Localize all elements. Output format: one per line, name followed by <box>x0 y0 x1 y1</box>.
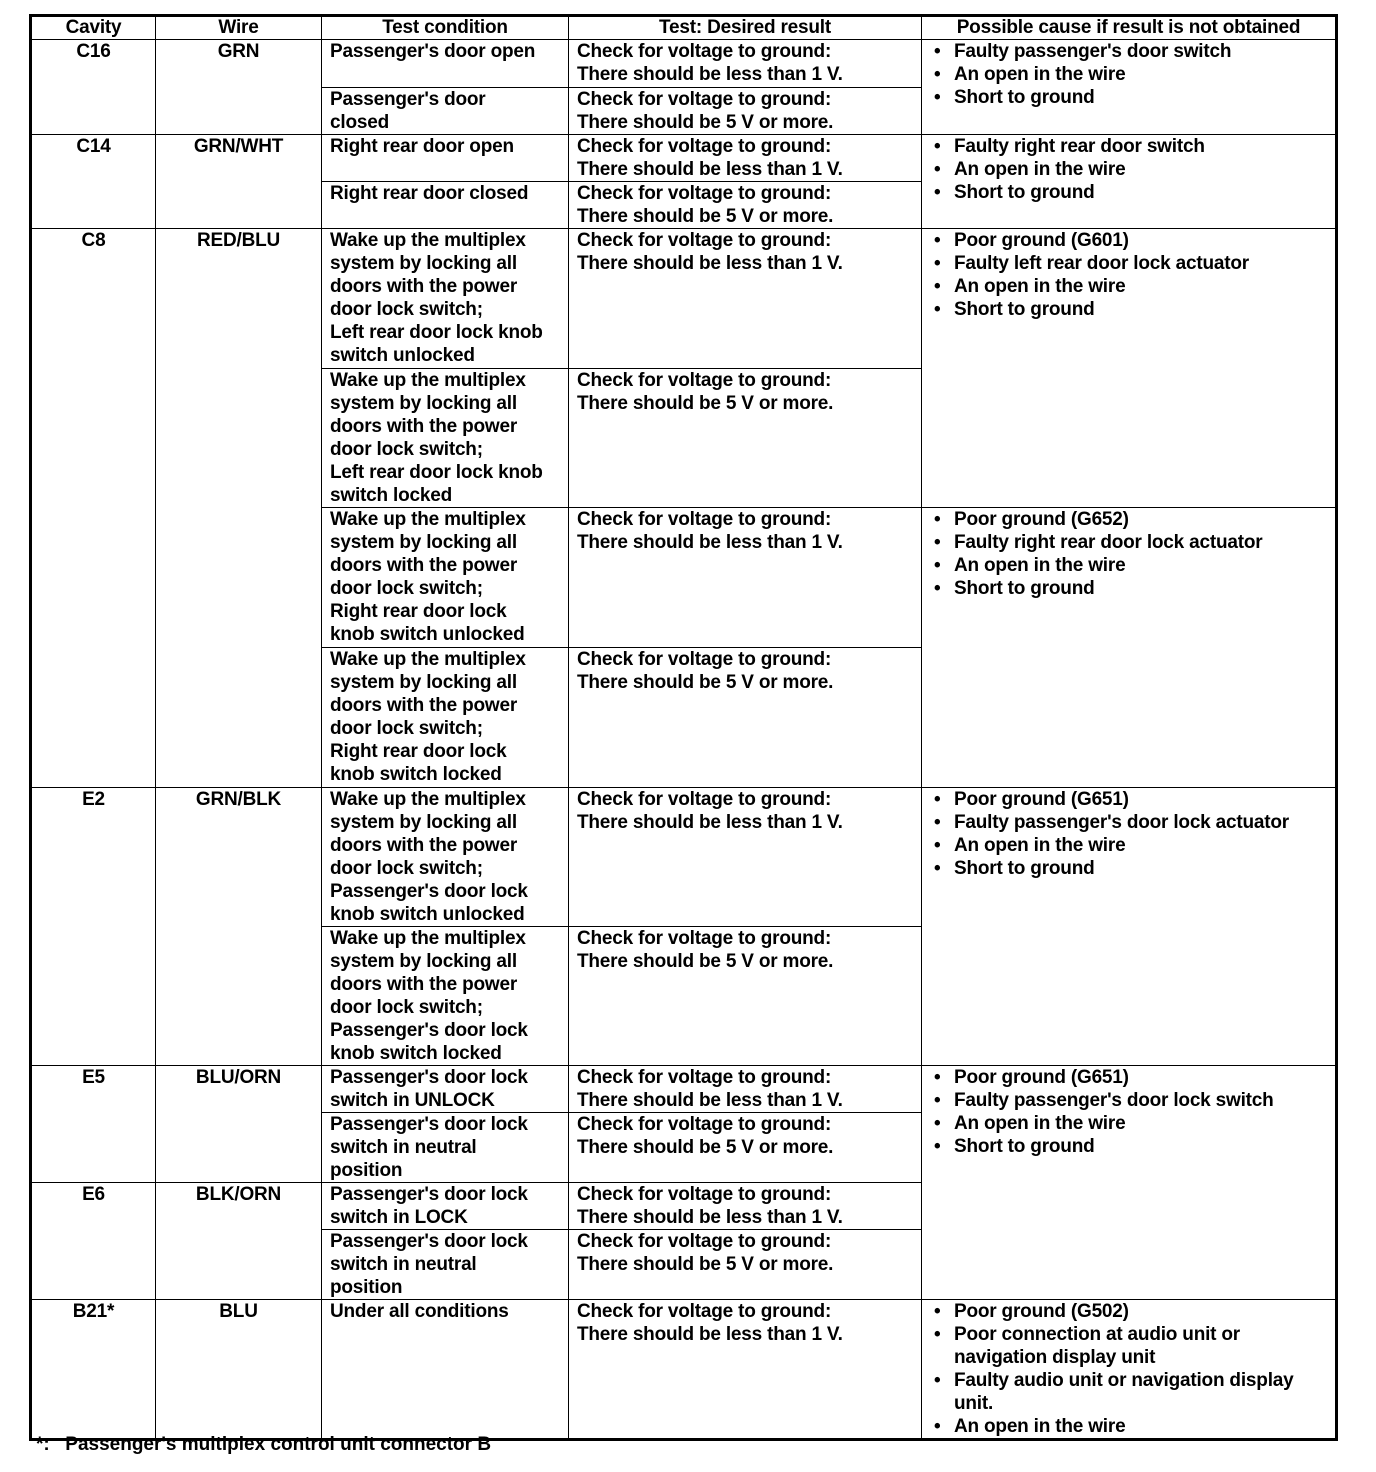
cause-item <box>934 577 1327 600</box>
cavity-cell: C16 <box>31 40 156 135</box>
cause-item <box>934 229 1327 252</box>
condition-line: switch locked <box>330 485 452 506</box>
cause-text <box>954 554 1125 577</box>
cause-line: Short to ground <box>954 87 1095 108</box>
result-line: Check for voltage to ground: <box>577 230 832 251</box>
condition-line: doors with the power <box>330 695 518 716</box>
header-test-condition: Test condition <box>322 16 569 40</box>
bullet-icon: • <box>934 159 941 180</box>
cause-text <box>954 1415 1125 1438</box>
footnote-marker: *: <box>36 1434 50 1455</box>
cause-text <box>954 298 1095 321</box>
cause-item <box>934 554 1327 577</box>
bullet-icon: • <box>934 87 941 108</box>
cause-line: Faulty passenger's door switch <box>954 41 1232 62</box>
condition-line: Passenger's door lock <box>330 1184 528 1205</box>
condition-line: Passenger's door lock <box>330 1114 528 1135</box>
cause-line: Poor ground (G651) <box>954 1067 1129 1088</box>
cause-text <box>954 275 1125 298</box>
test-condition-cell <box>322 648 569 788</box>
test-condition-cell <box>322 1113 569 1183</box>
cause-text <box>954 63 1125 86</box>
cause-line: An open in the wire <box>954 159 1126 180</box>
result-line: Check for voltage to ground: <box>577 1231 832 1252</box>
result-line: Check for voltage to ground: <box>577 136 832 157</box>
result-line: There should be 5 V or more. <box>577 206 834 227</box>
bullet-icon: • <box>934 578 941 599</box>
cause-text <box>954 811 1289 834</box>
result-line: There should be less than 1 V. <box>577 1207 843 1228</box>
cause-item <box>934 252 1327 275</box>
cause-line: Faulty right rear door lock actuator <box>954 532 1263 553</box>
result-line: Check for voltage to ground: <box>577 41 832 62</box>
cause-item <box>934 857 1327 880</box>
bullet-icon: • <box>934 1301 941 1322</box>
result-line: Check for voltage to ground: <box>577 509 832 530</box>
possible-cause-cell <box>922 788 1337 1066</box>
bullet-icon: • <box>934 835 941 856</box>
bullet-icon: • <box>934 1136 941 1157</box>
condition-line: doors with the power <box>330 416 518 437</box>
cause-line: An open in the wire <box>954 276 1126 297</box>
result-line: There should be less than 1 V. <box>577 812 843 833</box>
possible-cause-cell <box>922 1300 1337 1440</box>
cause-line: Faulty left rear door lock actuator <box>954 253 1249 274</box>
cause-line: Short to ground <box>954 182 1095 203</box>
desired-result-cell <box>569 1113 922 1183</box>
cause-line: Poor ground (G502) <box>954 1301 1129 1322</box>
cause-item <box>934 181 1327 204</box>
cause-line: Faulty passenger's door lock switch <box>954 1090 1274 1111</box>
cause-text <box>954 1066 1129 1089</box>
cause-item <box>934 1300 1327 1323</box>
condition-line: knob switch unlocked <box>330 624 525 645</box>
cause-line: Poor ground (G601) <box>954 230 1129 251</box>
condition-line: door lock switch; <box>330 858 483 879</box>
test-condition-cell <box>322 1066 569 1113</box>
result-line: Check for voltage to ground: <box>577 1067 832 1088</box>
cause-line: unit. <box>954 1393 994 1414</box>
condition-line: door lock switch; <box>330 439 483 460</box>
result-line: There should be 5 V or more. <box>577 951 834 972</box>
condition-line: door lock switch; <box>330 299 483 320</box>
condition-line: Passenger's door lock <box>330 881 528 902</box>
test-condition-cell <box>322 182 569 229</box>
cause-item <box>934 298 1327 321</box>
desired-result-cell <box>569 1300 922 1440</box>
result-line: Check for voltage to ground: <box>577 1301 832 1322</box>
cause-item <box>934 1415 1327 1438</box>
cause-item <box>934 40 1327 63</box>
result-line: There should be less than 1 V. <box>577 64 843 85</box>
cause-text <box>954 1323 1240 1369</box>
condition-line: Right rear door lock <box>330 601 507 622</box>
cause-item <box>934 788 1327 811</box>
cause-item <box>934 86 1327 109</box>
cause-line: Faulty passenger's door lock actuator <box>954 812 1289 833</box>
cause-text <box>954 1369 1294 1415</box>
bullet-icon: • <box>934 1067 941 1088</box>
cause-line: Poor ground (G651) <box>954 789 1129 810</box>
desired-result-cell <box>569 40 922 88</box>
wire-cell: RED/BLU <box>156 229 322 788</box>
bullet-icon: • <box>934 276 941 297</box>
condition-line: switch in neutral <box>330 1254 477 1275</box>
header-possible-cause: Possible cause if result is not obtained <box>922 16 1337 40</box>
cavity-cell: E6 <box>31 1183 156 1300</box>
cause-item <box>934 1323 1327 1369</box>
condition-line: doors with the power <box>330 555 518 576</box>
test-condition-cell <box>322 88 569 135</box>
table-row <box>31 40 1337 88</box>
possible-cause-cell <box>922 229 1337 508</box>
cause-text <box>954 1300 1129 1323</box>
result-line: Check for voltage to ground: <box>577 183 832 204</box>
bullet-icon: • <box>934 182 941 203</box>
header-wire: Wire <box>156 16 322 40</box>
cause-text <box>954 40 1231 63</box>
condition-line: Wake up the multiplex <box>330 789 526 810</box>
bullet-icon: • <box>934 858 941 879</box>
result-line: There should be less than 1 V. <box>577 1090 843 1111</box>
wire-cell: GRN <box>156 40 322 135</box>
condition-line: closed <box>330 112 389 133</box>
cause-line: An open in the wire <box>954 555 1126 576</box>
cavity-cell: B21* <box>31 1300 156 1440</box>
condition-line: Passenger's door open <box>330 41 536 62</box>
cause-line: Poor connection at audio unit or <box>954 1324 1240 1345</box>
desired-result-cell <box>569 788 922 927</box>
cause-text <box>954 181 1095 204</box>
bullet-icon: • <box>934 41 941 62</box>
header-cavity: Cavity <box>31 16 156 40</box>
cause-line: Faulty right rear door switch <box>954 136 1205 157</box>
footnote <box>36 1434 491 1456</box>
cavity-cell: E2 <box>31 788 156 1066</box>
test-condition-cell <box>322 508 569 648</box>
cause-item <box>934 1066 1327 1089</box>
test-condition-cell <box>322 1300 569 1440</box>
condition-line: knob switch locked <box>330 764 502 785</box>
desired-result-cell <box>569 369 922 508</box>
condition-line: Passenger's door lock <box>330 1020 528 1041</box>
test-condition-cell <box>322 135 569 182</box>
cause-line: An open in the wire <box>954 1416 1126 1437</box>
condition-line: Wake up the multiplex <box>330 509 526 530</box>
desired-result-cell <box>569 229 922 369</box>
result-line: Check for voltage to ground: <box>577 89 832 110</box>
cause-item <box>934 1089 1327 1112</box>
result-line: There should be 5 V or more. <box>577 1137 834 1158</box>
cause-text <box>954 252 1249 275</box>
result-line: Check for voltage to ground: <box>577 789 832 810</box>
table-row <box>31 1066 1337 1113</box>
possible-cause-cell <box>922 508 1337 788</box>
test-condition-cell <box>322 229 569 369</box>
wire-cell: BLU <box>156 1300 322 1440</box>
condition-line: position <box>330 1160 403 1181</box>
cause-text <box>954 135 1205 158</box>
cause-item <box>934 508 1327 531</box>
result-line: Check for voltage to ground: <box>577 649 832 670</box>
cause-text <box>954 508 1129 531</box>
condition-line: system by locking all <box>330 951 517 972</box>
cause-item <box>934 63 1327 86</box>
cause-text <box>954 158 1125 181</box>
header-row <box>31 16 1337 40</box>
bullet-icon: • <box>934 1090 941 1111</box>
bullet-icon: • <box>934 253 941 274</box>
condition-line: doors with the power <box>330 276 518 297</box>
bullet-icon: • <box>934 555 941 576</box>
cavity-cell: C8 <box>31 229 156 788</box>
condition-line: knob switch locked <box>330 1043 502 1064</box>
condition-line: doors with the power <box>330 835 518 856</box>
test-condition-cell <box>322 40 569 88</box>
cause-text <box>954 857 1095 880</box>
bullet-icon: • <box>934 299 941 320</box>
condition-line: Wake up the multiplex <box>330 649 526 670</box>
result-line: Check for voltage to ground: <box>577 1184 832 1205</box>
result-line: Check for voltage to ground: <box>577 1114 832 1135</box>
possible-cause-cell <box>922 135 1337 229</box>
test-condition-cell <box>322 788 569 927</box>
cause-text <box>954 834 1125 857</box>
desired-result-cell <box>569 508 922 648</box>
cause-item <box>934 811 1327 834</box>
cause-line: Short to ground <box>954 1136 1095 1157</box>
bullet-icon: • <box>934 1113 941 1134</box>
condition-line: Left rear door lock knob <box>330 462 543 483</box>
cavity-cell: E5 <box>31 1066 156 1183</box>
cavity-cell: C14 <box>31 135 156 229</box>
cause-line: Faulty audio unit or navigation display <box>954 1370 1294 1391</box>
condition-line: Wake up the multiplex <box>330 230 526 251</box>
condition-line: Passenger's door lock <box>330 1231 528 1252</box>
cause-line: Short to ground <box>954 858 1095 879</box>
condition-line: position <box>330 1277 403 1298</box>
cause-text <box>954 577 1095 600</box>
cause-text <box>954 229 1129 252</box>
table-row <box>31 135 1337 182</box>
condition-line: door lock switch; <box>330 718 483 739</box>
result-line: Check for voltage to ground: <box>577 928 832 949</box>
condition-line: Wake up the multiplex <box>330 928 526 949</box>
table-row <box>31 788 1337 927</box>
result-line: There should be less than 1 V. <box>577 1324 843 1345</box>
test-condition-cell <box>322 369 569 508</box>
table-row <box>31 1300 1337 1440</box>
cause-item <box>934 1135 1327 1158</box>
condition-line: Right rear door closed <box>330 183 529 204</box>
cause-text <box>954 1089 1274 1112</box>
condition-line: system by locking all <box>330 672 517 693</box>
result-line: There should be 5 V or more. <box>577 393 834 414</box>
bullet-icon: • <box>934 1324 941 1345</box>
desired-result-cell <box>569 1230 922 1300</box>
desired-result-cell <box>569 88 922 135</box>
result-line: There should be 5 V or more. <box>577 112 834 133</box>
cause-item <box>934 275 1327 298</box>
cause-line: Short to ground <box>954 578 1095 599</box>
condition-line: switch unlocked <box>330 345 475 366</box>
condition-line: system by locking all <box>330 812 517 833</box>
troubleshooting-table <box>29 14 1338 1441</box>
condition-line: switch in LOCK <box>330 1207 468 1228</box>
result-line: There should be less than 1 V. <box>577 159 843 180</box>
possible-cause-cell <box>922 1066 1337 1300</box>
desired-result-cell <box>569 182 922 229</box>
cause-text <box>954 1112 1125 1135</box>
condition-line: Passenger's door lock <box>330 1067 528 1088</box>
result-line: There should be 5 V or more. <box>577 1254 834 1275</box>
condition-line: door lock switch; <box>330 578 483 599</box>
cause-text <box>954 1135 1095 1158</box>
test-condition-cell <box>322 1230 569 1300</box>
cause-line: Poor ground (G652) <box>954 509 1129 530</box>
wire-cell: BLU/ORN <box>156 1066 322 1183</box>
condition-line: system by locking all <box>330 532 517 553</box>
test-condition-cell <box>322 1183 569 1230</box>
condition-line: Passenger's door <box>330 89 486 110</box>
bullet-icon: • <box>934 1370 941 1391</box>
bullet-icon: • <box>934 136 941 157</box>
test-condition-cell <box>322 927 569 1066</box>
cause-text <box>954 86 1095 109</box>
condition-line: Right rear door open <box>330 136 514 157</box>
condition-line: system by locking all <box>330 253 517 274</box>
cause-item <box>934 531 1327 554</box>
bullet-icon: • <box>934 789 941 810</box>
wire-cell: GRN/BLK <box>156 788 322 1066</box>
condition-line: door lock switch; <box>330 997 483 1018</box>
condition-line: Right rear door lock <box>330 741 507 762</box>
cause-line: An open in the wire <box>954 835 1126 856</box>
condition-line: system by locking all <box>330 393 517 414</box>
cause-item <box>934 834 1327 857</box>
cause-item <box>934 158 1327 181</box>
cause-line: An open in the wire <box>954 1113 1126 1134</box>
condition-line: Under all conditions <box>330 1301 509 1322</box>
bullet-icon: • <box>934 64 941 85</box>
condition-line: switch in UNLOCK <box>330 1090 495 1111</box>
wire-cell: GRN/WHT <box>156 135 322 229</box>
possible-cause-cell <box>922 40 1337 135</box>
bullet-icon: • <box>934 532 941 553</box>
bullet-icon: • <box>934 230 941 251</box>
condition-line: doors with the power <box>330 974 518 995</box>
cause-item <box>934 1112 1327 1135</box>
bullet-icon: • <box>934 1416 941 1437</box>
cause-line: Short to ground <box>954 299 1095 320</box>
wire-cell: BLK/ORN <box>156 1183 322 1300</box>
table-row <box>31 229 1337 369</box>
cause-line: An open in the wire <box>954 64 1126 85</box>
cause-item <box>934 135 1327 158</box>
cause-item <box>934 1369 1327 1415</box>
cause-line: navigation display unit <box>954 1347 1156 1368</box>
condition-line: Left rear door lock knob <box>330 322 543 343</box>
desired-result-cell <box>569 1066 922 1113</box>
desired-result-cell <box>569 648 922 788</box>
cause-text <box>954 531 1262 554</box>
condition-line: knob switch unlocked <box>330 904 525 925</box>
desired-result-cell <box>569 927 922 1066</box>
result-line: There should be less than 1 V. <box>577 532 843 553</box>
bullet-icon: • <box>934 812 941 833</box>
bullet-icon: • <box>934 509 941 530</box>
header-desired-result: Test: Desired result <box>569 16 922 40</box>
desired-result-cell <box>569 1183 922 1230</box>
cause-text <box>954 788 1129 811</box>
footnote-text: Passenger's multiplex control unit connector B <box>65 1434 492 1455</box>
result-line: There should be less than 1 V. <box>577 253 843 274</box>
condition-line: Wake up the multiplex <box>330 370 526 391</box>
result-line: There should be 5 V or more. <box>577 672 834 693</box>
result-line: Check for voltage to ground: <box>577 370 832 391</box>
condition-line: switch in neutral <box>330 1137 477 1158</box>
desired-result-cell <box>569 135 922 182</box>
